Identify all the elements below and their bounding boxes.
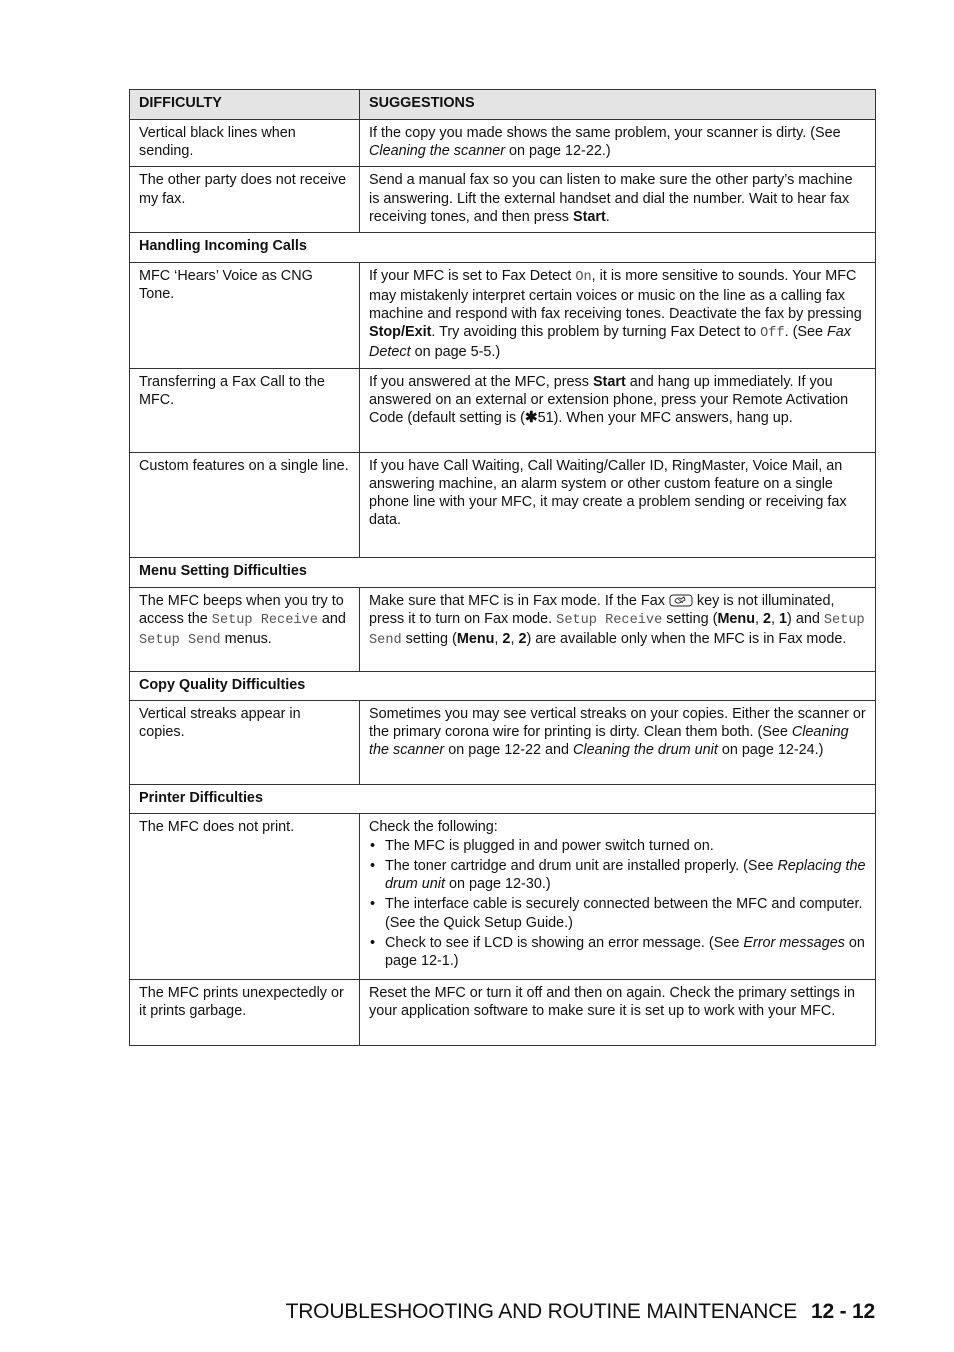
checklist <box>369 837 866 970</box>
suggestion-cell <box>360 452 876 557</box>
text: menus. <box>220 631 272 648</box>
text: . Try avoiding this problem by turning Fax Detect to <box>431 324 761 341</box>
suggestion-cell <box>360 167 876 233</box>
key-name: 1 <box>779 610 788 627</box>
bullet: • <box>370 934 376 951</box>
difficulty-cell: Custom features on a single line. <box>130 452 360 557</box>
table-row <box>130 452 876 557</box>
page-number: 12 - 12 <box>811 1300 875 1323</box>
table-row <box>130 368 876 452</box>
text: Check to see if LCD is showing an error message. (See <box>385 934 744 951</box>
lcd-text: Setup Send <box>369 612 865 649</box>
difficulty-cell: The MFC does not print. <box>130 814 360 980</box>
lcd-text: On <box>575 269 592 285</box>
key-name: Stop/Exit <box>369 324 432 341</box>
table-row <box>130 814 876 980</box>
suggestion-cell: Reset the MFC or turn it off and then on again. Check the primary settings in your application software to make sure it is set up to work with your MFC. <box>360 980 876 1046</box>
list-item <box>369 857 866 893</box>
difficulty-cell: Vertical black lines when sending. <box>130 120 360 167</box>
page-footer <box>286 1300 875 1324</box>
list-item <box>369 934 866 970</box>
text: setting ( <box>662 610 718 627</box>
text: , it is more sensitive to sounds. Your MFC may mistakenly interpret certain voices or music on the line as a calling fax machine and respond with fax receiving tones. Deactivate the fax by pressing <box>369 267 862 323</box>
key-name: 2 <box>502 631 511 648</box>
section-title-printer: Printer Difficulties <box>130 784 876 813</box>
text: Sometimes you may see vertical streaks on your copies. Either the scanner or the primary corona wire for printing is dirty. Clean them both. (See <box>369 705 866 741</box>
lcd-text: Setup Send <box>139 633 221 649</box>
key-name: 2 <box>518 631 527 648</box>
suggestion-cell <box>360 700 876 784</box>
text: on page 12-1.) <box>385 934 865 969</box>
text: , <box>771 610 780 627</box>
section-header-row <box>130 671 876 700</box>
text: The MFC is plugged in and power switch turned on. <box>385 838 714 855</box>
text: If the copy you made shows the same problem, your scanner is dirty. (See <box>369 125 841 141</box>
difficulty-cell: The MFC prints unexpectedly or it prints garbage. <box>130 980 360 1046</box>
lcd-text: Setup Receive <box>211 612 318 628</box>
lcd-text: Off <box>760 326 785 342</box>
suggestion-cell <box>360 368 876 452</box>
section-title-copy-quality: Copy Quality Difficulties <box>130 671 876 700</box>
text: 51). When your MFC answers, hang up. <box>537 410 793 427</box>
table-row <box>130 587 876 671</box>
text: ) and <box>787 610 824 627</box>
troubleshooting-table <box>129 89 876 1046</box>
bullet: • <box>370 858 376 875</box>
text: , <box>510 631 519 648</box>
section-header-row <box>130 784 876 813</box>
text: , <box>755 610 764 627</box>
suggestion-cell <box>360 120 876 167</box>
reference: Fax Detect <box>369 324 852 361</box>
text: . (See <box>784 324 828 341</box>
text: Send a manual fax so you can listen to make sure the other party’s machine is answering. Lift the external handset and dial the number. Wait to hear fax receiving tones, and then press <box>369 172 853 225</box>
reference: Replacing the drum unit <box>385 858 866 893</box>
text: If you answered at the MFC, press <box>369 373 593 390</box>
section-header-row <box>130 233 876 262</box>
text: The MFC beeps when you try to access the <box>139 592 344 627</box>
text: Make sure that MFC is in Fax mode. If the Fax <box>369 592 669 609</box>
text: on page 12-30.) <box>445 876 551 893</box>
column-header-difficulty: DIFFICULTY <box>130 90 360 120</box>
section-title-incoming-calls: Handling Incoming Calls <box>130 233 876 262</box>
fax-key-icon <box>669 594 693 607</box>
lcd-text: Setup Receive <box>556 612 663 628</box>
section-header-row <box>130 557 876 587</box>
suggestion-cell <box>360 587 876 671</box>
key-name: Menu <box>456 631 495 648</box>
key-name: Start <box>592 373 626 390</box>
reference: Cleaning the scanner <box>369 143 506 160</box>
text: on page 5-5.) <box>410 344 501 361</box>
text: and <box>317 610 346 627</box>
text: The interface cable is securely connected between the MFC and computer. (See the Quick Setup Guide.) <box>385 896 863 931</box>
checklist-intro: Check the following: <box>369 819 498 836</box>
text: If you have Call Waiting, Call Waiting/Caller ID, RingMaster, Voice Mail, an answering machine, an alarm system or other custom feature on a single phone line with your MFC, it may create a problem sending or receiving fax data. <box>369 457 847 529</box>
text: . <box>605 208 610 225</box>
table-row <box>130 167 876 233</box>
text: ) are available only when the MFC is in Fax mode. <box>526 631 847 648</box>
table-row <box>130 700 876 784</box>
text: on page 12-22 and <box>444 742 574 759</box>
reference: Cleaning the drum unit <box>573 742 718 759</box>
list-item <box>369 895 866 931</box>
text: The toner cartridge and drum unit are installed properly. (See <box>385 858 778 875</box>
key-name: 2 <box>763 610 772 627</box>
text: , <box>494 631 503 648</box>
key-name: Start <box>573 208 606 225</box>
suggestion-cell <box>360 262 876 368</box>
difficulty-cell: The other party does not receive my fax. <box>130 167 360 233</box>
text: key is not illuminated, press it to turn on Fax mode. <box>369 592 835 627</box>
text: If your MFC is set to Fax Detect <box>369 267 576 284</box>
text: setting ( <box>401 631 457 648</box>
difficulty-cell: Transferring a Fax Call to the MFC. <box>130 368 360 452</box>
text: on page 12-24.) <box>717 742 824 759</box>
column-header-suggestions: SUGGESTIONS <box>360 90 876 120</box>
bullet: • <box>370 896 376 913</box>
star-icon: ✱ <box>524 409 538 427</box>
text: and hang up immediately. If you answered on an external or extension phone, press your Remote Activation Code (default setting is ( <box>369 373 849 427</box>
section-title-menu-setting: Menu Setting Difficulties <box>130 557 876 587</box>
list-item <box>369 837 866 855</box>
reference: Cleaning the scanner <box>369 724 849 759</box>
text: on page 12-22.) <box>505 143 611 160</box>
table-row <box>130 262 876 368</box>
table-row <box>130 980 876 1046</box>
chapter-title: TROUBLESHOOTING AND ROUTINE MAINTENANCE <box>285 1300 798 1323</box>
key-name: Menu <box>717 610 756 627</box>
difficulty-cell <box>130 587 360 671</box>
bullet: • <box>370 838 376 855</box>
suggestion-cell <box>360 814 876 980</box>
table-row <box>130 120 876 167</box>
reference: Error messages <box>743 934 845 951</box>
difficulty-cell: Vertical streaks appear in copies. <box>130 700 360 784</box>
table-header-row <box>130 90 876 120</box>
difficulty-cell: MFC ‘Hears’ Voice as CNG Tone. <box>130 262 360 368</box>
